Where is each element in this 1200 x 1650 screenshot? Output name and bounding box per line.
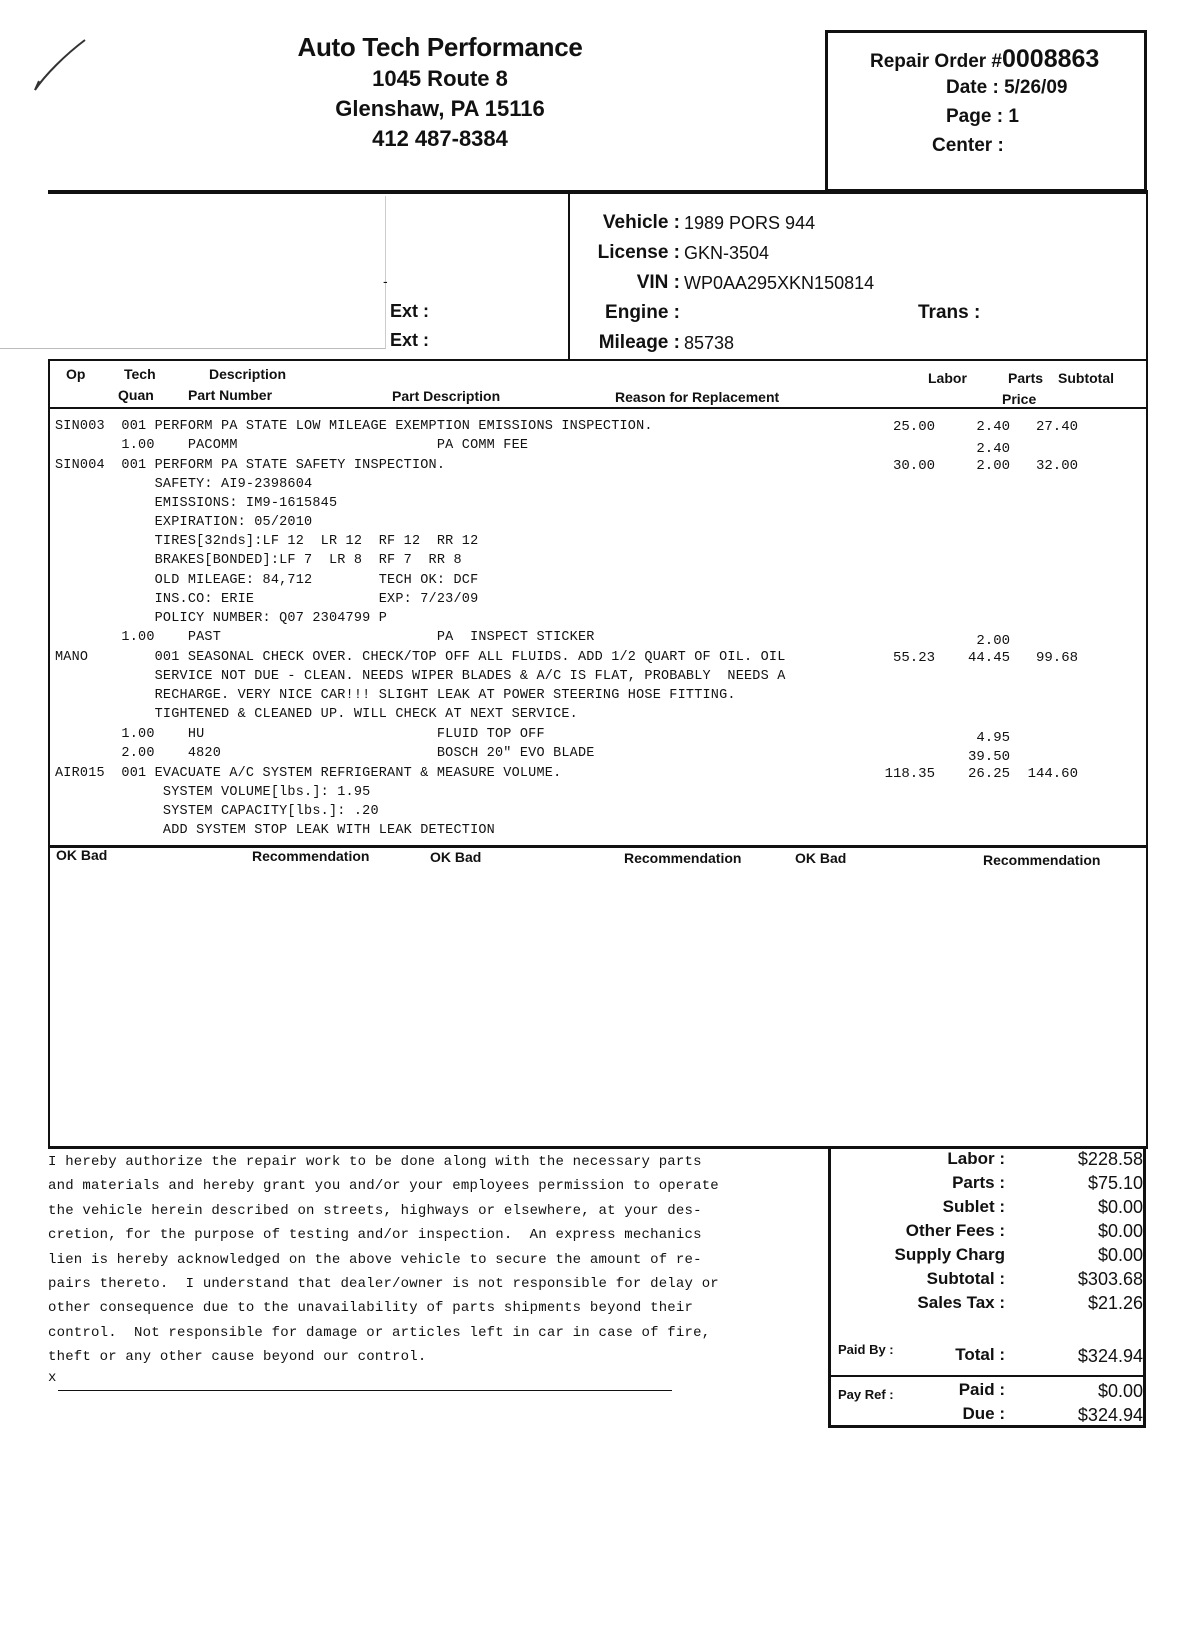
rec-header-1: Recommendation bbox=[252, 848, 370, 864]
sales-tax-label: Sales Tax : bbox=[917, 1293, 1005, 1312]
recommendation-top-rule bbox=[48, 845, 1148, 848]
total-value: $324.94 bbox=[1077, 1346, 1143, 1366]
terms-line: and materials and hereby grant you and/or your employees permission to operate bbox=[48, 1178, 719, 1195]
order-date-label: Date : bbox=[946, 77, 999, 98]
paid-by-label: Paid By : bbox=[838, 1342, 894, 1357]
terms-line: theft or any other cause beyond our control. bbox=[48, 1349, 427, 1366]
pay-ref-label: Pay Ref : bbox=[838, 1387, 894, 1402]
sublet-label: Sublet : bbox=[942, 1197, 1005, 1216]
line-item-text: SERVICE NOT DUE - CLEAN. NEEDS WIPER BLADES & A/C IS FLAT, PROBABLY NEEDS A bbox=[55, 669, 786, 684]
line-item-text: SAFETY: AI9-2398604 bbox=[55, 477, 313, 492]
col-parts: Parts bbox=[1008, 370, 1044, 386]
header-rule bbox=[48, 190, 1148, 194]
mileage-label: Mileage : bbox=[598, 332, 680, 353]
line-item-subtotal: 144.60 bbox=[1027, 766, 1078, 782]
order-page-label: Page : bbox=[946, 106, 1004, 127]
line-item-labor: 118.35 bbox=[884, 766, 935, 782]
rec-header-3: Recommendation bbox=[983, 852, 1101, 868]
terms-line: I hereby authorize the repair work to be done along with the necessary parts bbox=[48, 1154, 702, 1170]
line-item-text: RECHARGE. VERY NICE CAR!!! SLIGHT LEAK AT POWER STEERING HOSE FITTING. bbox=[55, 688, 736, 703]
vehicle-right-border bbox=[1146, 192, 1148, 360]
col-op: Op bbox=[66, 366, 86, 382]
order-date-value: 5/26/09 bbox=[1004, 77, 1068, 98]
terms-line: cretion, for the purpose of testing and/or inspection. An express mechanics bbox=[48, 1227, 702, 1244]
line-item-text: AIR015 001 EVACUATE A/C SYSTEM REFRIGERANT & MEASURE VOLUME. bbox=[55, 766, 562, 781]
col-description: Description bbox=[209, 366, 287, 382]
col-reason: Reason for Replacement bbox=[615, 389, 780, 405]
line-item-parts: 2.00 bbox=[976, 458, 1010, 474]
rec-ok-bad-2: OK Bad bbox=[430, 849, 482, 865]
line-item-text: TIGHTENED & CLEANED UP. WILL CHECK AT NEXT SERVICE. bbox=[55, 707, 578, 722]
line-item-text: EMISSIONS: IM9-1615845 bbox=[55, 496, 338, 511]
line-item-labor: 55.23 bbox=[892, 650, 935, 666]
parts-total-value: $75.10 bbox=[1087, 1173, 1143, 1193]
order-center-label: Center : bbox=[932, 135, 1004, 156]
line-item-text: 1.00 HU FLUID TOP OFF bbox=[55, 727, 545, 742]
customer-ext1-label: Ext : bbox=[390, 301, 430, 321]
line-item-parts: 44.45 bbox=[967, 650, 1010, 666]
items-top-rule bbox=[48, 359, 1148, 361]
terms-line: the vehicle herein described on streets, highways or elsewhere, at your des- bbox=[48, 1202, 702, 1219]
line-item-labor: 25.00 bbox=[892, 419, 935, 435]
due-value: $324.94 bbox=[1077, 1405, 1143, 1425]
line-item-text: SYSTEM VOLUME[lbs.]: 1.95 bbox=[55, 785, 371, 800]
signature-line[interactable] bbox=[58, 1390, 672, 1391]
supply-charge-value: $0.00 bbox=[1097, 1245, 1143, 1265]
line-item-parts: 2.00 bbox=[976, 633, 1010, 649]
col-part-description: Part Description bbox=[392, 388, 501, 404]
shop-address-line2: Glenshaw, PA 15116 bbox=[335, 96, 545, 121]
engine-label: Engine : bbox=[605, 302, 680, 323]
supply-charge-label: Supply Charg bbox=[894, 1245, 1005, 1264]
subtotal-label: Subtotal : bbox=[926, 1269, 1005, 1288]
parts-total-label: Parts : bbox=[952, 1173, 1005, 1192]
labor-total-value: $228.58 bbox=[1077, 1149, 1143, 1169]
line-item-text: TIRES[32nds]:LF 12 LR 12 RF 12 RR 12 bbox=[55, 534, 479, 549]
sublet-value: $0.00 bbox=[1097, 1197, 1143, 1217]
col-price: Price bbox=[1002, 391, 1037, 407]
line-item-subtotal: 32.00 bbox=[1035, 458, 1078, 474]
customer-ext2-label: Ext : bbox=[390, 330, 430, 350]
line-item-text: MANO 001 SEASONAL CHECK OVER. CHECK/TOP OFF ALL FLUIDS. ADD 1/2 QUART OF OIL. OIL bbox=[55, 650, 786, 665]
terms-line: other consequence due to the unavailability of parts shipments beyond their bbox=[48, 1300, 694, 1317]
license-label: License : bbox=[597, 242, 680, 263]
due-label: Due : bbox=[962, 1404, 1005, 1423]
rec-ok-bad-3: OK Bad bbox=[795, 850, 847, 866]
col-labor: Labor bbox=[928, 370, 967, 386]
pen-mark bbox=[30, 35, 90, 95]
subtotal-value: $303.68 bbox=[1077, 1269, 1143, 1289]
repair-order-value: 0008863 bbox=[1002, 45, 1100, 73]
items-right-border bbox=[1146, 359, 1148, 1149]
items-left-border bbox=[48, 359, 50, 1149]
line-item-text: 2.00 4820 BOSCH 20" EVO BLADE bbox=[55, 746, 595, 761]
rec-ok-bad-1: OK Bad bbox=[56, 847, 108, 863]
license-value: GKN-3504 bbox=[684, 243, 770, 263]
line-item-parts: 39.50 bbox=[967, 749, 1010, 765]
vin-value: WP0AA295XKN150814 bbox=[684, 273, 875, 293]
terms-line: lien is hereby acknowledged on the above vehicle to secure the amount of re- bbox=[48, 1251, 702, 1268]
shop-name: Auto Tech Performance bbox=[297, 32, 583, 62]
line-item-parts: 26.25 bbox=[967, 766, 1010, 782]
line-item-parts: 2.40 bbox=[976, 419, 1010, 435]
column-header-rule bbox=[48, 407, 1148, 409]
rec-header-2: Recommendation bbox=[624, 850, 742, 866]
terms-line: control. Not responsible for damage or articles left in car in case of fire, bbox=[48, 1324, 711, 1341]
line-item-subtotal: 99.68 bbox=[1035, 650, 1078, 666]
line-item-text: BRAKES[BONDED]:LF 7 LR 8 RF 7 RR 8 bbox=[55, 553, 462, 568]
line-item-text: ADD SYSTEM STOP LEAK WITH LEAK DETECTION bbox=[55, 823, 495, 838]
shop-phone: 412 487-8384 bbox=[372, 126, 508, 151]
line-item-parts: 2.40 bbox=[976, 441, 1010, 457]
line-item-text: INS.CO: ERIE EXP: 7/23/09 bbox=[55, 592, 479, 607]
paid-label: Paid : bbox=[958, 1380, 1005, 1399]
shop-address-line1: 1045 Route 8 bbox=[372, 66, 508, 91]
order-page bbox=[946, 106, 1019, 128]
mileage-value: 85738 bbox=[684, 333, 735, 353]
labor-total-label: Labor : bbox=[947, 1149, 1005, 1168]
trans-label: Trans : bbox=[918, 302, 981, 323]
line-item-text: POLICY NUMBER: Q07 2304799 P bbox=[55, 611, 388, 626]
line-item-text: 1.00 PACOMM PA COMM FEE bbox=[55, 438, 529, 453]
terms-line: pairs thereto. I understand that dealer/owner is not responsible for delay or bbox=[48, 1276, 719, 1292]
shop-header bbox=[200, 30, 680, 154]
order-center bbox=[932, 135, 1004, 157]
vehicle-value: 1989 PORS 944 bbox=[684, 213, 816, 233]
repair-order-box bbox=[825, 30, 1147, 192]
repair-order-number bbox=[870, 45, 1099, 74]
order-date bbox=[946, 77, 1067, 99]
sales-tax-value: $21.26 bbox=[1087, 1293, 1143, 1313]
col-quan: Quan bbox=[118, 387, 154, 403]
redaction-block bbox=[0, 196, 386, 349]
line-item-text: SYSTEM CAPACITY[lbs.]: .20 bbox=[55, 804, 379, 819]
line-item-parts: 4.95 bbox=[976, 730, 1010, 746]
line-item-text: SIN003 001 PERFORM PA STATE LOW MILEAGE EXEMPTION EMISSIONS INSPECTION. bbox=[55, 419, 653, 434]
other-fees-label: Other Fees : bbox=[905, 1221, 1005, 1240]
customer-dash: - bbox=[383, 273, 388, 289]
repair-order-label: Repair Order # bbox=[870, 51, 1002, 72]
line-item-text: EXPIRATION: 05/2010 bbox=[55, 515, 313, 530]
line-item-text: 1.00 PAST PA INSPECT STICKER bbox=[55, 630, 595, 645]
total-label: Total : bbox=[955, 1345, 1005, 1364]
order-page-value: 1 bbox=[1008, 106, 1019, 127]
vehicle-label: Vehicle : bbox=[602, 212, 680, 233]
line-item-subtotal: 27.40 bbox=[1035, 419, 1078, 435]
line-item-text: OLD MILEAGE: 84,712 TECH OK: DCF bbox=[55, 573, 479, 588]
paid-value: $0.00 bbox=[1097, 1381, 1143, 1401]
col-part-number: Part Number bbox=[188, 387, 273, 403]
vin-label: VIN : bbox=[636, 272, 680, 293]
other-fees-value: $0.00 bbox=[1097, 1221, 1143, 1241]
totals-divider bbox=[828, 1375, 1146, 1377]
line-item-labor: 30.00 bbox=[892, 458, 935, 474]
col-tech: Tech bbox=[124, 366, 156, 382]
signature-x: x bbox=[48, 1370, 57, 1386]
col-subtotal: Subtotal bbox=[1058, 370, 1114, 386]
line-item-text: SIN004 001 PERFORM PA STATE SAFETY INSPECTION. bbox=[55, 458, 446, 473]
